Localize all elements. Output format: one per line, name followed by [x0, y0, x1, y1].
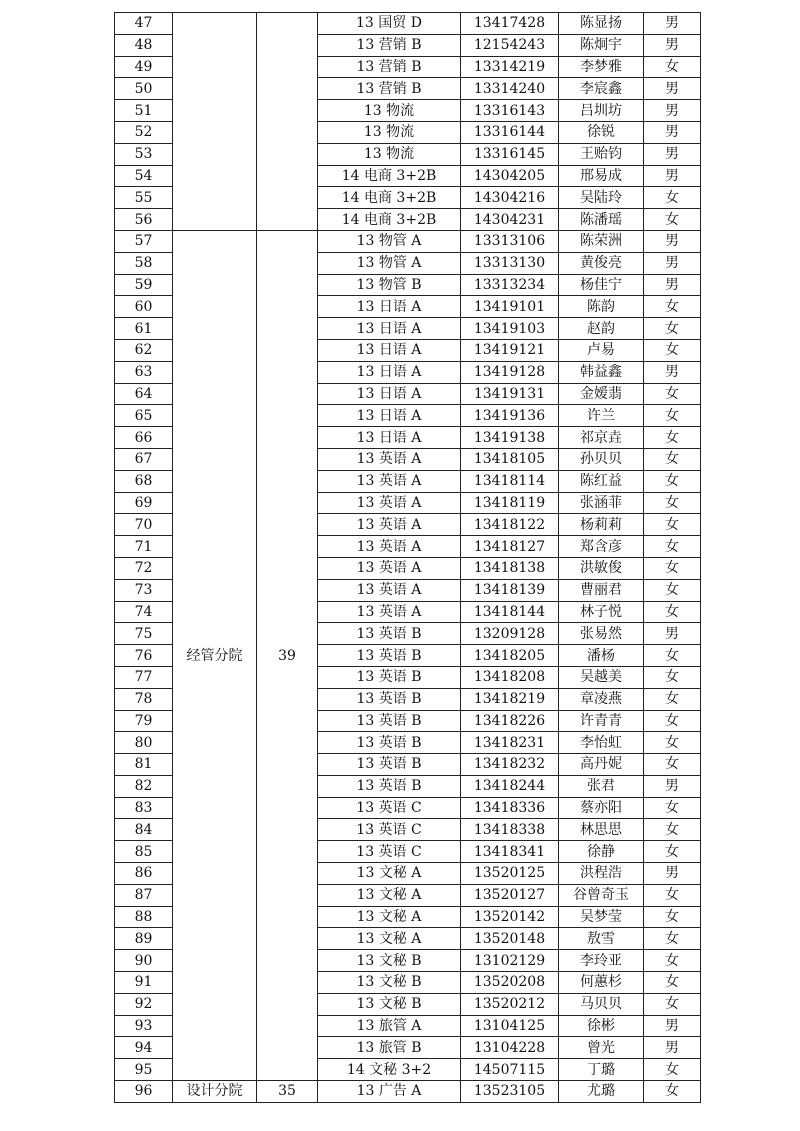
row-index: 88: [115, 906, 173, 928]
student-id: 13314219: [461, 56, 559, 78]
student-name: 李梦雅: [559, 56, 644, 78]
gender: 男: [644, 121, 701, 143]
gender: 女: [644, 993, 701, 1015]
student-id: 13418127: [461, 536, 559, 558]
row-index: 65: [115, 405, 173, 427]
row-index: 54: [115, 165, 173, 187]
row-index: 68: [115, 470, 173, 492]
gender: 女: [644, 318, 701, 340]
student-id: 13418139: [461, 579, 559, 601]
student-name: 邢易成: [559, 165, 644, 187]
gender: 男: [644, 13, 701, 35]
gender: 男: [644, 361, 701, 383]
class-name: 13 英语 B: [318, 645, 461, 667]
table-row: [115, 13, 701, 35]
student-name: 蔡亦阳: [559, 797, 644, 819]
student-id: 13419136: [461, 405, 559, 427]
gender: 女: [644, 187, 701, 209]
student-name: 何蕙杉: [559, 972, 644, 994]
gender: 男: [644, 143, 701, 165]
gender: 女: [644, 928, 701, 950]
row-index: 95: [115, 1059, 173, 1081]
class-name: 13 英语 B: [318, 688, 461, 710]
class-name: 13 英语 B: [318, 732, 461, 754]
gender: 女: [644, 579, 701, 601]
row-index: 59: [115, 274, 173, 296]
row-index: 93: [115, 1015, 173, 1037]
gender: 男: [644, 775, 701, 797]
student-name: 洪程浩: [559, 863, 644, 885]
class-name: 13 日语 A: [318, 427, 461, 449]
student-id: 13316144: [461, 121, 559, 143]
student-name: 张涵菲: [559, 492, 644, 514]
class-name: 13 英语 A: [318, 492, 461, 514]
student-id: 13419103: [461, 318, 559, 340]
gender: 男: [644, 230, 701, 252]
student-id: 13418105: [461, 448, 559, 470]
row-index: 82: [115, 775, 173, 797]
gender: 女: [644, 1081, 701, 1103]
class-name: 13 英语 A: [318, 557, 461, 579]
class-name: 14 电商 3+2B: [318, 209, 461, 231]
class-name: 13 文秘 A: [318, 884, 461, 906]
student-id: 13102129: [461, 950, 559, 972]
gender: 女: [644, 383, 701, 405]
student-name: 杨佳宁: [559, 274, 644, 296]
student-id: 13313234: [461, 274, 559, 296]
student-id: 14507115: [461, 1059, 559, 1081]
row-index: 84: [115, 819, 173, 841]
student-id: 13316143: [461, 100, 559, 122]
student-id: 13520125: [461, 863, 559, 885]
student-name: 林思思: [559, 819, 644, 841]
class-name: 14 文秘 3+2: [318, 1059, 461, 1081]
college-cell: [173, 13, 257, 231]
student-name: 章凌燕: [559, 688, 644, 710]
class-name: 13 文秘 A: [318, 906, 461, 928]
gender: 男: [644, 78, 701, 100]
class-name: 13 日语 A: [318, 383, 461, 405]
student-id: 14304231: [461, 209, 559, 231]
student-id: 13520212: [461, 993, 559, 1015]
student-name: 金嫒翡: [559, 383, 644, 405]
row-index: 81: [115, 754, 173, 776]
student-name: 曾光: [559, 1037, 644, 1059]
gender: 女: [644, 972, 701, 994]
row-index: 55: [115, 187, 173, 209]
gender: 男: [644, 623, 701, 645]
gender: 女: [644, 427, 701, 449]
student-id: 13418119: [461, 492, 559, 514]
row-index: 73: [115, 579, 173, 601]
student-name: 李怡虹: [559, 732, 644, 754]
row-index: 92: [115, 993, 173, 1015]
student-id: 13104125: [461, 1015, 559, 1037]
student-id: 13316145: [461, 143, 559, 165]
student-id: 13418244: [461, 775, 559, 797]
roster-body: [115, 13, 701, 1103]
class-name: 13 文秘 B: [318, 950, 461, 972]
student-name: 吴陆玲: [559, 187, 644, 209]
student-name: 吕圳坊: [559, 100, 644, 122]
student-name: 陈炯宇: [559, 34, 644, 56]
row-index: 76: [115, 645, 173, 667]
gender: 女: [644, 339, 701, 361]
class-name: 14 电商 3+2B: [318, 187, 461, 209]
row-index: 53: [115, 143, 173, 165]
gender: 男: [644, 100, 701, 122]
gender: 女: [644, 209, 701, 231]
student-name: 高丹妮: [559, 754, 644, 776]
student-id: 13418231: [461, 732, 559, 754]
student-id: 13418336: [461, 797, 559, 819]
student-id: 14304216: [461, 187, 559, 209]
class-name: 14 电商 3+2B: [318, 165, 461, 187]
student-name: 丁璐: [559, 1059, 644, 1081]
student-name: 洪敏俊: [559, 557, 644, 579]
class-name: 13 英语 A: [318, 536, 461, 558]
gender: 男: [644, 1037, 701, 1059]
class-name: 13 英语 A: [318, 601, 461, 623]
class-name: 13 营销 B: [318, 56, 461, 78]
student-id: 13419121: [461, 339, 559, 361]
class-name: 13 物管 B: [318, 274, 461, 296]
student-id: 13418205: [461, 645, 559, 667]
student-id: 13418208: [461, 666, 559, 688]
row-index: 85: [115, 841, 173, 863]
student-id: 13418219: [461, 688, 559, 710]
student-name: 韩益鑫: [559, 361, 644, 383]
class-name: 13 文秘 A: [318, 863, 461, 885]
row-index: 83: [115, 797, 173, 819]
gender: 女: [644, 688, 701, 710]
gender: 女: [644, 514, 701, 536]
student-name: 陈荣洲: [559, 230, 644, 252]
gender: 女: [644, 732, 701, 754]
class-name: 13 日语 A: [318, 318, 461, 340]
gender: 男: [644, 165, 701, 187]
student-id: 13520148: [461, 928, 559, 950]
student-name: 尤璐: [559, 1081, 644, 1103]
student-id: 13209128: [461, 623, 559, 645]
gender: 女: [644, 797, 701, 819]
student-id: 13419138: [461, 427, 559, 449]
student-id: 13418114: [461, 470, 559, 492]
class-name: 13 日语 A: [318, 361, 461, 383]
student-id: 13313130: [461, 252, 559, 274]
student-id: 13417428: [461, 13, 559, 35]
gender: 女: [644, 841, 701, 863]
student-name: 孙贝贝: [559, 448, 644, 470]
student-name: 徐彬: [559, 1015, 644, 1037]
row-index: 89: [115, 928, 173, 950]
class-name: 13 旅管 B: [318, 1037, 461, 1059]
class-name: 13 英语 B: [318, 666, 461, 688]
row-index: 72: [115, 557, 173, 579]
count-cell: 39: [257, 230, 318, 1080]
table-row: [115, 1081, 701, 1103]
gender: 女: [644, 950, 701, 972]
class-name: 13 英语 B: [318, 710, 461, 732]
student-name: 敖雪: [559, 928, 644, 950]
row-index: 52: [115, 121, 173, 143]
row-index: 86: [115, 863, 173, 885]
row-index: 58: [115, 252, 173, 274]
row-index: 94: [115, 1037, 173, 1059]
table-row: [115, 230, 701, 252]
row-index: 91: [115, 972, 173, 994]
gender: 男: [644, 252, 701, 274]
row-index: 75: [115, 623, 173, 645]
row-index: 64: [115, 383, 173, 405]
student-name: 卢易: [559, 339, 644, 361]
gender: 男: [644, 274, 701, 296]
gender: 女: [644, 448, 701, 470]
student-id: 13520127: [461, 884, 559, 906]
student-name: 徐静: [559, 841, 644, 863]
student-name: 徐锐: [559, 121, 644, 143]
student-id: 13418138: [461, 557, 559, 579]
class-name: 13 英语 C: [318, 819, 461, 841]
gender: 女: [644, 710, 701, 732]
student-name: 曹丽君: [559, 579, 644, 601]
row-index: 60: [115, 296, 173, 318]
row-index: 66: [115, 427, 173, 449]
gender: 女: [644, 296, 701, 318]
class-name: 13 英语 A: [318, 448, 461, 470]
row-index: 78: [115, 688, 173, 710]
row-index: 70: [115, 514, 173, 536]
row-index: 56: [115, 209, 173, 231]
class-name: 13 日语 A: [318, 296, 461, 318]
class-name: 13 文秘 B: [318, 993, 461, 1015]
student-name: 林子悦: [559, 601, 644, 623]
class-name: 13 英语 A: [318, 514, 461, 536]
row-index: 62: [115, 339, 173, 361]
student-name: 李宸鑫: [559, 78, 644, 100]
student-name: 吴梦莹: [559, 906, 644, 928]
student-name: 陈潘瑶: [559, 209, 644, 231]
row-index: 51: [115, 100, 173, 122]
student-id: 13418341: [461, 841, 559, 863]
class-name: 13 物流: [318, 143, 461, 165]
student-id: 13520142: [461, 906, 559, 928]
gender: 女: [644, 405, 701, 427]
class-name: 13 日语 A: [318, 339, 461, 361]
gender: 女: [644, 819, 701, 841]
class-name: 13 英语 A: [318, 470, 461, 492]
gender: 女: [644, 666, 701, 688]
student-id: 13314240: [461, 78, 559, 100]
student-id: 13418122: [461, 514, 559, 536]
student-name: 谷曾奇玉: [559, 884, 644, 906]
student-name: 祁京垚: [559, 427, 644, 449]
row-index: 90: [115, 950, 173, 972]
student-name: 黄俊亮: [559, 252, 644, 274]
class-name: 13 物管 A: [318, 252, 461, 274]
gender: 男: [644, 34, 701, 56]
row-index: 57: [115, 230, 173, 252]
student-id: 13520208: [461, 972, 559, 994]
gender: 女: [644, 536, 701, 558]
class-name: 13 日语 A: [318, 405, 461, 427]
student-name: 陈显扬: [559, 13, 644, 35]
class-name: 13 文秘 A: [318, 928, 461, 950]
gender: 男: [644, 1015, 701, 1037]
student-id: 13418232: [461, 754, 559, 776]
class-name: 13 营销 B: [318, 78, 461, 100]
student-name: 陈韵: [559, 296, 644, 318]
student-id: 13418144: [461, 601, 559, 623]
student-id: 13418338: [461, 819, 559, 841]
gender: 女: [644, 645, 701, 667]
class-name: 13 物流: [318, 100, 461, 122]
student-id: 13418226: [461, 710, 559, 732]
student-id: 13523105: [461, 1081, 559, 1103]
student-id: 13419101: [461, 296, 559, 318]
gender: 女: [644, 754, 701, 776]
gender: 女: [644, 470, 701, 492]
class-name: 13 英语 C: [318, 797, 461, 819]
row-index: 79: [115, 710, 173, 732]
student-name: 许青青: [559, 710, 644, 732]
gender: 女: [644, 56, 701, 78]
student-id: 12154243: [461, 34, 559, 56]
row-index: 47: [115, 13, 173, 35]
class-name: 13 物流: [318, 121, 461, 143]
student-name: 郑含彦: [559, 536, 644, 558]
student-id: 13419131: [461, 383, 559, 405]
count-cell: 35: [257, 1081, 318, 1103]
student-name: 许兰: [559, 405, 644, 427]
row-index: 96: [115, 1081, 173, 1103]
class-name: 13 营销 B: [318, 34, 461, 56]
student-name: 李玲亚: [559, 950, 644, 972]
student-name: 马贝贝: [559, 993, 644, 1015]
student-name: 张易然: [559, 623, 644, 645]
class-name: 13 英语 C: [318, 841, 461, 863]
student-id: 14304205: [461, 165, 559, 187]
class-name: 13 国贸 D: [318, 13, 461, 35]
row-index: 49: [115, 56, 173, 78]
row-index: 71: [115, 536, 173, 558]
gender: 女: [644, 884, 701, 906]
class-name: 13 英语 B: [318, 623, 461, 645]
gender: 女: [644, 906, 701, 928]
row-index: 61: [115, 318, 173, 340]
row-index: 74: [115, 601, 173, 623]
student-name: 潘杨: [559, 645, 644, 667]
row-index: 48: [115, 34, 173, 56]
student-id: 13104228: [461, 1037, 559, 1059]
count-cell: [257, 13, 318, 231]
class-name: 13 物管 A: [318, 230, 461, 252]
class-name: 13 英语 B: [318, 754, 461, 776]
student-id: 13313106: [461, 230, 559, 252]
row-index: 87: [115, 884, 173, 906]
student-name: 张君: [559, 775, 644, 797]
student-name: 吴越美: [559, 666, 644, 688]
class-name: 13 广告 A: [318, 1081, 461, 1103]
college-cell: 设计分院: [173, 1081, 257, 1103]
class-name: 13 文秘 B: [318, 972, 461, 994]
gender: 女: [644, 557, 701, 579]
row-index: 67: [115, 448, 173, 470]
college-cell: 经管分院: [173, 230, 257, 1080]
student-name: 王贻钧: [559, 143, 644, 165]
row-index: 63: [115, 361, 173, 383]
class-name: 13 旅管 A: [318, 1015, 461, 1037]
gender: 女: [644, 601, 701, 623]
class-name: 13 英语 A: [318, 579, 461, 601]
row-index: 80: [115, 732, 173, 754]
gender: 女: [644, 492, 701, 514]
gender: 男: [644, 863, 701, 885]
row-index: 77: [115, 666, 173, 688]
row-index: 69: [115, 492, 173, 514]
student-id: 13419128: [461, 361, 559, 383]
student-name: 赵韵: [559, 318, 644, 340]
row-index: 50: [115, 78, 173, 100]
student-name: 陈红益: [559, 470, 644, 492]
student-name: 杨莉莉: [559, 514, 644, 536]
class-name: 13 英语 B: [318, 775, 461, 797]
gender: 女: [644, 1059, 701, 1081]
student-roster-table: [114, 12, 701, 1103]
